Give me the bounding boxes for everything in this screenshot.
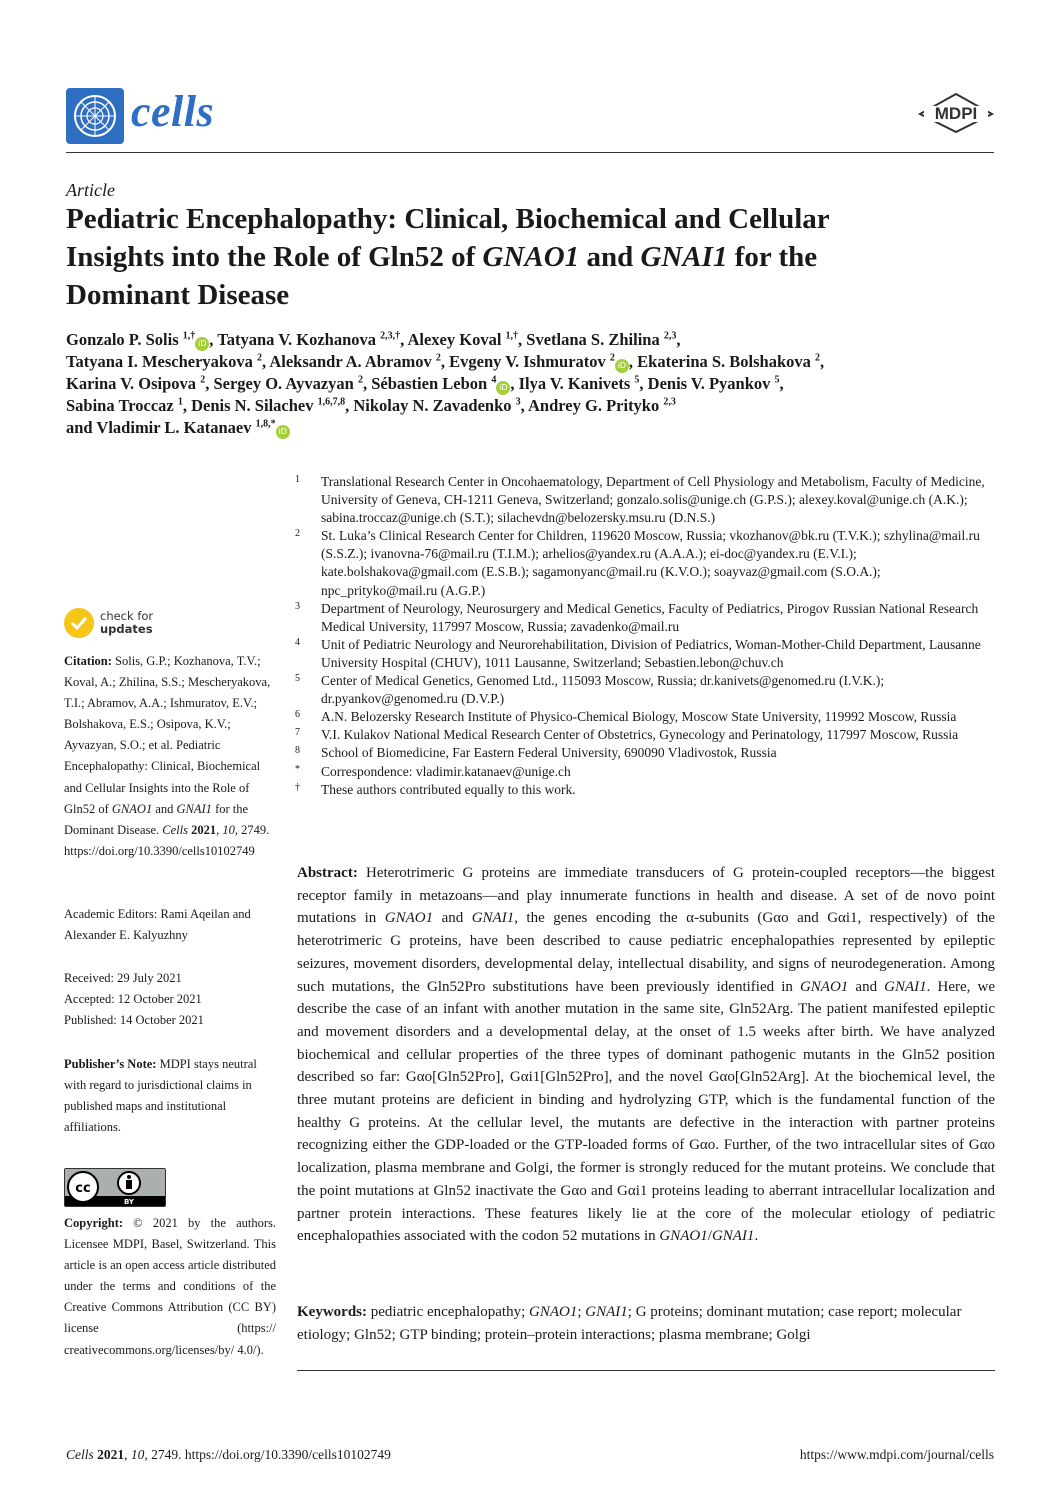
- gene-name: GNAI1: [640, 241, 728, 273]
- author[interactable]: Denis V. Pyankov $^5$: [647, 374, 780, 393]
- title-line: Pediatric Encephalopathy: Clinical, Biochemical and Cellular: [66, 203, 830, 235]
- author[interactable]: Nikolay N. Zavadenko $^3$: [353, 396, 521, 415]
- author[interactable]: Ilya V. Kanivets $^5$: [518, 374, 640, 393]
- orcid-icon[interactable]: iD: [496, 381, 510, 395]
- author[interactable]: Tatyana V. Kozhanova $^{2,3,\dagger}$: [217, 330, 401, 349]
- received-date: Received: 29 July 2021: [64, 971, 182, 985]
- abstract-end-rule: [297, 1370, 995, 1371]
- gene-name: GNAO1: [482, 241, 580, 273]
- title-text: and: [579, 241, 641, 273]
- publisher-logo: [918, 92, 994, 139]
- copyright-notice: Copyright: © 2021 by the authors. Licensee MDPI, Basel, Switzerland. This article is an open access article distributed under the terms and conditions of the Creative Commons Attribution (CC BY) license (https:// creativecommons.org/licenses/by/ 4.0/).: [64, 1216, 276, 1357]
- journal-logo-icon: [66, 88, 124, 144]
- affiliation: 6 A.N. Belozersky Research Institute of Physico-Chemical Biology, Moscow State University, 119992 Moscow, Russia: [295, 709, 957, 725]
- title-text: for the: [727, 241, 818, 273]
- affiliation: 3 Department of Neurology, Neurosurgery and Medical Genetics, Faculty of Pediatrics, Pirogov Russian National Research Medical University, 117997 Moscow, Russia; zavadenko@mail.ru: [295, 600, 979, 634]
- check-for-updates-button[interactable]: [64, 606, 204, 640]
- author[interactable]: and Vladimir L. Katanaev $^{1,8,*}$: [66, 417, 276, 437]
- footer-citation[interactable]: Cells 2021, 10, 2749. https://doi.org/10.3390/cells10102749: [66, 1447, 391, 1462]
- published-date: Published: 14 October 2021: [64, 1013, 204, 1028]
- title-line: Dominant Disease: [66, 279, 290, 311]
- author[interactable]: Ekaterina S. Bolshakova $^2$: [637, 352, 821, 371]
- affiliation: 1 Translational Research Center in Oncohaematology, Department of Cell Physiology and Metabolism, Faculty of Medicine, University of Geneva, CH-1211 Geneva, Switzerland; gonzalo.solis@unige.ch (G.P.S.); alexey.koval@unige.ch (A.K.); sabina.troccaz@unige.ch (S.T.); silachevdn@belozersky.msu.ru (D.N.S.): [295, 474, 985, 526]
- article-type: Article: [66, 180, 115, 200]
- affiliation: 7 V.I. Kulakov National Medical Research Center of Obstetrics, Gynecology and Perinatology, 117997 Moscow, Russia: [295, 727, 959, 743]
- title-line: Insights into the Role of Gln52 of: [66, 241, 483, 273]
- correspondence: * Correspondence: vladimir.katanaev@unige.ch: [295, 763, 571, 779]
- article-title: [66, 200, 994, 314]
- author[interactable]: Andrey G. Prityko $^{2,3}$: [528, 396, 676, 415]
- publisher-name: MDPI: [934, 104, 978, 123]
- svg-text:cc: cc: [75, 1181, 91, 1196]
- journal-url-link[interactable]: https://www.mdpi.com/journal/cells: [799, 1447, 994, 1462]
- equal-contribution-note: † These authors contributed equally to this work.: [295, 781, 576, 797]
- cc-by-label: BY: [123, 1198, 135, 1206]
- orcid-icon[interactable]: iD: [615, 359, 629, 373]
- author[interactable]: Karina V. Osipova $^2$: [66, 374, 206, 393]
- header-rule: [66, 152, 994, 153]
- author[interactable]: Svetlana S. Zhilina $^{2,3}$: [526, 330, 677, 349]
- abstract-label: Abstract:: [297, 865, 358, 881]
- check-updates-label: updates: [100, 622, 153, 636]
- dates: [64, 968, 276, 1031]
- author[interactable]: Sébastien Lebon $^4$: [371, 374, 497, 393]
- author[interactable]: Alexey Koval $^{1,\dagger}$: [407, 330, 519, 349]
- citation-block: Citation: Solis, G.P.; Kozhanova, T.V.; Koval, A.; Zhilina, S.S.; Mescheryakova, T.I.; Abramov, A.A.; Ishmuratov, E.V.; Bolshakova, E.S.; Osipova, K.V.; Ayvazyan, S.O.; et al. Pediatric Encephalopathy: Clinical, Biochemical and Cellular Insights into the Role of Gln52 of GNAO1 and GNAI1 for the Dominant Disease. Cells 2021, 10, 2749. https://doi.org/10.3390/cells10102749: [64, 654, 271, 858]
- author[interactable]: Denis N. Silachev $^{1,6,7,8}$: [191, 396, 346, 415]
- journal-name: cells: [131, 87, 215, 136]
- author[interactable]: Aleksandr A. Abramov $^2$: [269, 352, 441, 371]
- author[interactable]: Sabina Troccaz $^1$: [66, 396, 183, 415]
- check-updates-label: check for: [100, 609, 154, 623]
- keywords: Keywords: pediatric encephalopathy; GNAO1; GNAI1; G proteins; dominant mutation; case report; molecular etiology; Gln52; GTP binding; protein–protein interactions; plasma membrane; Golgi: [297, 1304, 962, 1343]
- author[interactable]: Gonzalo P. Solis $^{1,\dagger}$: [66, 330, 196, 349]
- affiliation: 4 Unit of Pediatric Neurology and Neurorehabilitation, Division of Pediatrics, Woman-Mother-Child Department, Lausanne University Hospital (CHUV), 1011 Lausanne, Switzerland; Sebastien.lebon@chuv.ch: [295, 636, 981, 670]
- affiliation: 2 St. Luka’s Clinical Research Center for Children, 119620 Moscow, Russia; vkozhanov@bk.ru (T.V.K.); szhylina@mail.ru (S.S.Z.); ivanovna-76@mail.ru (T.I.M.); arhelios@yandex.ru (A.A.A.); ei-doc@yandex.ru (E.V.I.); kate.bolshakova@gmail.com (E.S.B.); sagamonyanc@mail.ru (K.V.O.); soayvaz@gmail.com (S.O.A.); npc_prityko@mail.ru (A.G.P.): [295, 528, 980, 598]
- cc-by-license-icon[interactable]: [64, 1168, 166, 1207]
- publisher-note: Publisher’s Note: MDPI stays neutral with regard to jurisdictional claims in published maps and institutional affiliations.: [64, 1057, 257, 1135]
- author[interactable]: Evgeny V. Ishmuratov $^2$: [449, 352, 615, 371]
- orcid-icon[interactable]: iD: [195, 337, 209, 351]
- affiliation: 5 Center of Medical Genetics, Genomed Ltd., 115093 Moscow, Russia; dr.kanivets@genomed.ru (I.V.K.); dr.pyankov@genomed.ru (D.V.P.): [295, 673, 885, 707]
- academic-editors: Academic Editors: Rami Aqeilan and Alexander E. Kalyuzhny: [64, 907, 251, 943]
- author[interactable]: Sergey O. Ayvazyan $^2$: [213, 374, 363, 393]
- orcid-icon[interactable]: iD: [276, 425, 290, 439]
- keywords-label: Keywords:: [297, 1304, 367, 1320]
- check-icon: [64, 608, 94, 638]
- abstract: Abstract: Heterotrimeric G proteins are immediate transducers of G protein-coupled receptors—the biggest receptor family in metazoans—and play innumerate functions in health and disease. A set of de novo point mutations in GNAO1 and GNAI1, the genes encoding the α-subunits (Gαo and Gαi1, respectively) of the heterotrimeric G proteins, have been described to cause pediatric encephalopathies represented by epileptic seizures, movement disorders, developmental delay, intellectual disability, and signs of neurodegeneration. Among such mutations, the Gln52Pro substitutions have been previously identified in GNAO1 and GNAI1. Here, we describe the case of an infant with another mutation in the same site, Gln52Arg. The patient manifested epileptic and movement disorders and a developmental delay, at the onset of 1.5 weeks after birth. We have analyzed biochemical and cellular properties of the three types of dominant pathogenic mutants in the Gln52 position described so far: Gαo[Gln52Pro], Gαi1[Gln52Pro], and the novel Gαo[Gln52Arg]. At the biochemical level, the three mutant proteins are deficient in binding and hydrolyzing GTP, which is the fundamental function of the healthy G proteins. At the cellular level, the mutants are defective in the interaction with partner proteins recognizing either the GDP-loaded or the GTP-loaded forms of Gαo. Further, of the two intracellular sites of Gαo localization, plasma membrane and Golgi, the former is strongly reduced for the mutant proteins. We conclude that the point mutations at Gln52 inactivate the Gαo and Gαi1 proteins leading to aberrant intracellular localization and partner protein interactions. These features likely lie at the core of the molecular etiology of pediatric encephalopathies associated with the codon 52 mutations in GNAO1/GNAI1.: [297, 865, 995, 1245]
- author-list: Gonzalo P. Solis $^{1,\dagger}$iD , Tatyana V. Kozhanova $^{2,3,\dagger}$, Alexey Koval $^{1,\dagger}$, Svetlana S. Zhilina $^{2,3}$, Tatyana I. Mescheryakova $^2$, Aleksandr A. Abramov $^2$, Evgeny V. Ishmuratov $^2$iD , Ekaterina S. Bolshakova $^2$, Karina V. Osipova $^2$, Sergey O. Ayvazyan $^2$, Sébastien Lebon $^4$iD , Ilya V. Kanivets $^5$, Denis V. Pyankov $^5$, Sabina Troccaz $^1$, Denis N. Silachev $^{1,6,7,8}$, Nikolay N. Zavadenko $^3$, Andrey G. Prityko $^{2,3}$ and Vladimir L. Katanaev $^{1,8,*}$iD: [66, 330, 825, 437]
- author[interactable]: Tatyana I. Mescheryakova $^2$: [66, 352, 262, 371]
- affiliations: [295, 473, 1000, 799]
- accepted-date: Accepted: 12 October 2021: [64, 992, 202, 1007]
- affiliation: 8 School of Biomedicine, Far Eastern Federal University, 690090 Vladivostok, Russia: [295, 745, 777, 761]
